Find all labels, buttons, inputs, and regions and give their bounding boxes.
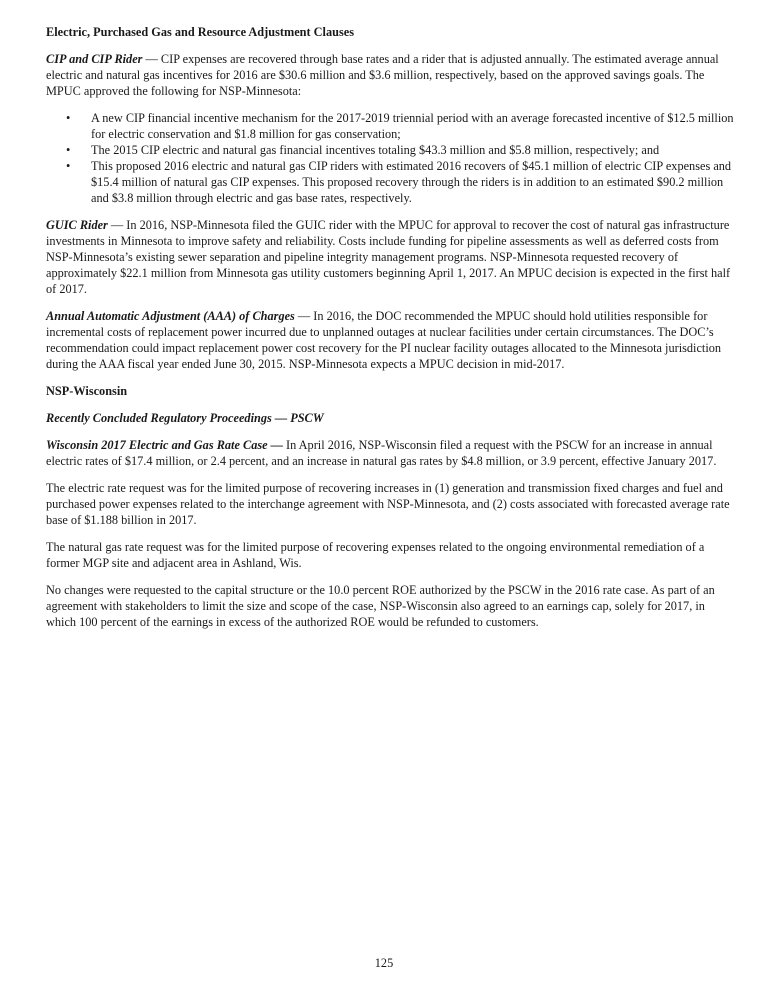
- list-item-text: The 2015 CIP electric and natural gas financial incentives totaling $43.3 million and $5.8 million, respectively; and: [91, 143, 660, 157]
- page-number: 125: [374, 956, 394, 970]
- nsp-wisconsin-heading: NSP-Wisconsin: [46, 384, 128, 398]
- cip-text: — CIP expenses are recovered through base rates and a rider that is adjusted annually. The estimated average annual electric and natural gas incentives for 2016 are $30.6 million and $3.6 million, respectively, based on the approved savings goals. The MPUC approved the following for NSP-Minnesota:: [46, 52, 719, 98]
- gas-request-paragraph: The natural gas rate request was for the limited purpose of recovering expenses related to the ongoing environmental remediation of a former MGP site and adjacent area in Ashland, Wis.: [46, 540, 705, 570]
- capital-structure-paragraph: No changes were requested to the capital structure or the 10.0 percent ROE authorized by the PSCW in the 2016 rate case. As part of an agreement with stakeholders to limit the size and scope of the case, NSP-Wisconsin also agreed to an earnings cap, solely for 2017, in which 100 percent of the earnings in excess of the authorized ROE would be refunded to customers.: [46, 583, 715, 629]
- proceedings-heading: Recently Concluded Regulatory Proceedings — PSCW: [46, 411, 324, 425]
- aaa-text: — In 2016, the DOC recommended the MPUC should hold utilities responsible for incremental costs of replacement power incurred due to unplanned outages at nuclear facilities under certain circumstances. The DOC’s recommendation could impact replacement power cost recovery for the PI nuclear facility outages allocated to the Minnesota jurisdiction during the AAA fiscal year ended June 30, 2015. NSP-Minnesota expects a MPUC decision in mid-2017.: [46, 309, 722, 371]
- bullet-icon: •: [66, 111, 71, 125]
- cip-bullet-list: [46, 110, 736, 206]
- list-item: [46, 110, 736, 142]
- rate-case-lead: Wisconsin 2017 Electric and Gas Rate Case —: [46, 438, 283, 452]
- rate-case-paragraph: [46, 437, 736, 469]
- electric-request-paragraph: The electric rate request was for the limited purpose of recovering increases in (1) generation and transmission fixed charges and fuel and purchased power expenses related to the interchange agreement with NSP-Minnesota, and (2) costs associated with forecasted average rate base of $1.188 billion in 2017.: [46, 481, 730, 527]
- aaa-paragraph: [46, 308, 736, 372]
- aaa-lead: Annual Automatic Adjustment (AAA) of Charges: [46, 309, 295, 323]
- list-item: [46, 158, 736, 206]
- cip-paragraph: [46, 51, 736, 99]
- list-item: [46, 142, 736, 158]
- bullet-icon: •: [66, 159, 71, 173]
- rate-case-text: In April 2016, NSP-Wisconsin filed a request with the PSCW for an increase in annual electric rates of $17.4 million, or 2.4 percent, and an increase in natural gas rates by $4.8 million, or 3.9 percent, effective January 2017.: [46, 438, 717, 468]
- list-item-text: A new CIP financial incentive mechanism for the 2017-2019 triennial period with an average forecasted incentive of $12.5 million for electric conservation and $1.8 million for gas conservation;: [91, 111, 734, 141]
- document-page: [46, 24, 736, 641]
- guic-paragraph: [46, 217, 736, 297]
- bullet-icon: •: [66, 143, 71, 157]
- list-item-text: This proposed 2016 electric and natural gas CIP riders with estimated 2016 recovers of $45.1 million of electric CIP expenses and $15.4 million of natural gas CIP expenses. This proposed recovery through the riders is in addition to an estimated $90.2 million and $3.8 million through electric and gas base rates, respectively.: [91, 159, 732, 205]
- guic-lead: GUIC Rider: [46, 218, 108, 232]
- cip-lead: CIP and CIP Rider: [46, 52, 143, 66]
- section-heading: Electric, Purchased Gas and Resource Adjustment Clauses: [46, 25, 354, 39]
- guic-text: — In 2016, NSP-Minnesota filed the GUIC rider with the MPUC for approval to recover the cost of natural gas infrastructure investments in Minnesota to improve safety and reliability. Costs include funding for pipeline assessments as well as deferred costs from NSP-Minnesota’s existing sewer separation and pipeline integrity management programs. NSP-Minnesota requested recovery of approximately $22.1 million from Minnesota gas utility customers beginning April 1, 2017. An MPUC decision is expected in the first half of 2017.: [46, 218, 731, 296]
